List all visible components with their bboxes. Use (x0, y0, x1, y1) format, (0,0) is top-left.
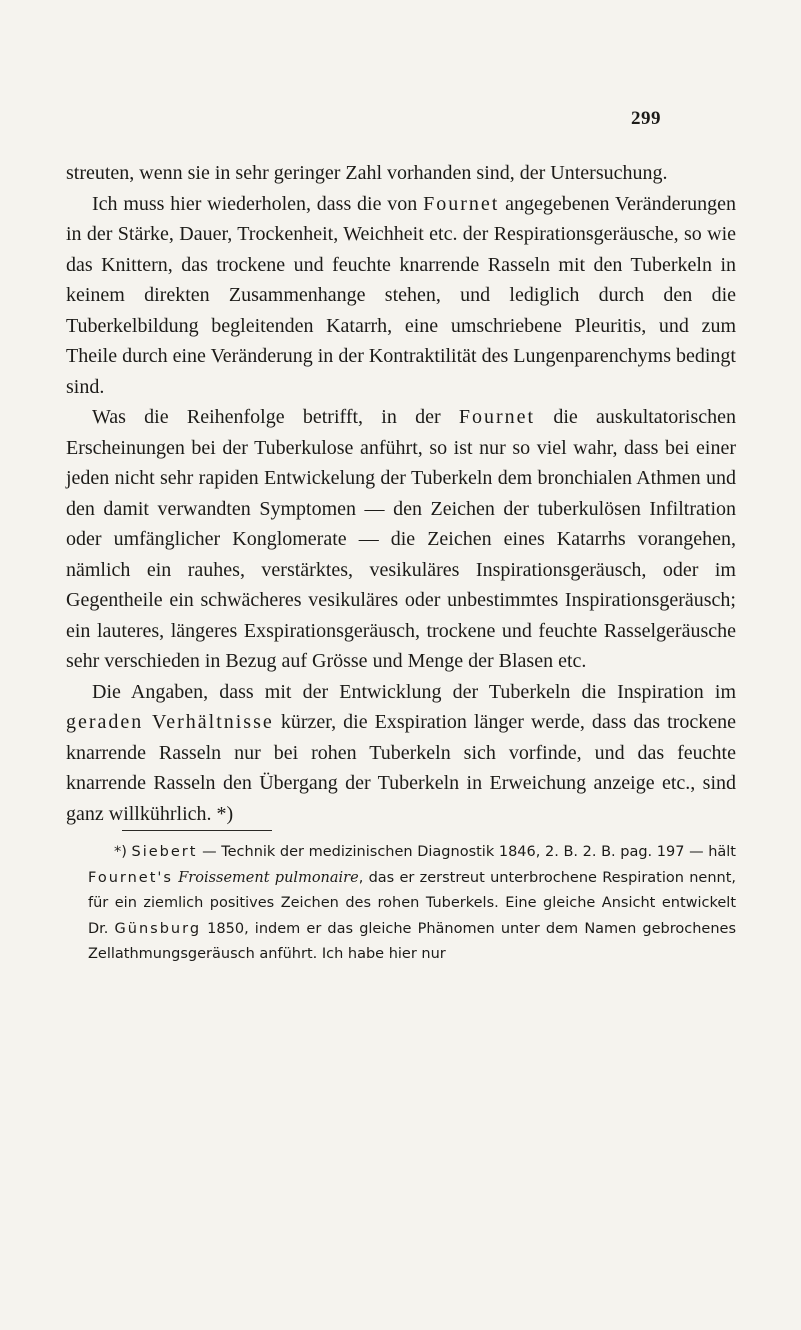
footnote-text-a: — Technik der medizinischen Diagnostik 1846, 2. B. 2. B. pag. 197 — hält (197, 844, 736, 860)
footnote-text-c: 1850, indem er das gleiche Phänomen unter dem Namen gebrochenes Zellathmungsgeräusch anführt. Ich habe hier nur (88, 920, 737, 962)
footnote-author: Günsburg (114, 920, 202, 937)
footnote-paragraph (88, 840, 736, 968)
paragraph-4 (66, 677, 736, 830)
author-name: Fournet (458, 406, 536, 428)
footnote (88, 840, 736, 968)
footnote-text-b: , das er zerstreut unterbrochene Respiration nennt, für ein ziemlich positives Zeichen des rohen Tuberkels. Eine gleiche Ansicht entwickelt Dr. (88, 869, 736, 937)
paragraph-1: streuten, wenn sie in sehr geringer Zahl vorhanden sind, der Untersuchung. (66, 162, 668, 184)
footnote-author: Siebert (131, 844, 198, 860)
footnote-title: Froissement pulmonaire (178, 869, 359, 886)
emphasized-phrase: geraden Verhältnisse (66, 711, 274, 733)
paragraph-3-text-b: die auskultatorischen Erscheinungen bei der Tuberkulose anführt, so ist nur so viel wahr, dass bei einer jeden nicht sehr rapiden Entwickelung der Tuberkeln dem bronchialen Athmen und den damit verwandten Symptomen — den Zeichen der tuberkulösen Infiltration oder umfänglicher Konglomerate — die Zeichen eines Katarrhs vorangehen, nämlich ein rauhes, verstärktes, vesikuläres Inspirationsgeräusch, oder im Gegentheile ein schwächeres vesikuläres oder unbestimmtes Inspirationsgeräusch; ein lauteres, längeres Exspirationsgeräusch, trockene und feuchte Rasselgeräusche sehr verschieden in Bezug auf Grösse und Menge der Blasen etc. (66, 406, 736, 672)
footnote-marker: *) (114, 844, 132, 860)
page-number: 299 (631, 108, 661, 129)
main-text (66, 158, 736, 829)
paragraph-2 (66, 189, 736, 403)
footnote-author: Fournet's (88, 869, 173, 886)
paragraph-3 (66, 402, 736, 677)
paragraph-2-text-a: Ich muss hier wiederholen, dass die von (92, 192, 424, 215)
paragraph-3-text-a: Was die Reihenfolge betrifft, in der (92, 406, 459, 428)
footnote-rule (122, 830, 272, 831)
paragraph-4-text-b: kürzer, die Exspiration länger werde, dass das trockene knarrende Rasseln nur bei rohen Tuberkeln sich vorfinde, und das feuchte knarrende Rasseln den Übergang der Tuberkeln in Erweichung anzeige etc., sind ganz willkührlich. *) (66, 711, 737, 825)
author-name: Fournet (423, 192, 500, 215)
paragraph-2-text-b: angegebenen Veränderungen in der Stärke, Dauer, Trockenheit, Weichheit etc. der Respirationsgeräusche, so wie das Knittern, das trockene und feuchte knarrende Rasseln mit den Tuberkeln in keinem direkten Zusammenhange stehen, und lediglich durch den die Tuberkelbildung begleitenden Katarrh, eine umschriebene Pleuritis, und zum Theile durch eine Veränderung in der Kontraktilität des Lungenparenchyms bedingt sind. (66, 192, 736, 398)
paragraph-4-text-a: Die Angaben, dass mit der Entwicklung der Tuberkeln die Inspiration im (92, 680, 736, 703)
